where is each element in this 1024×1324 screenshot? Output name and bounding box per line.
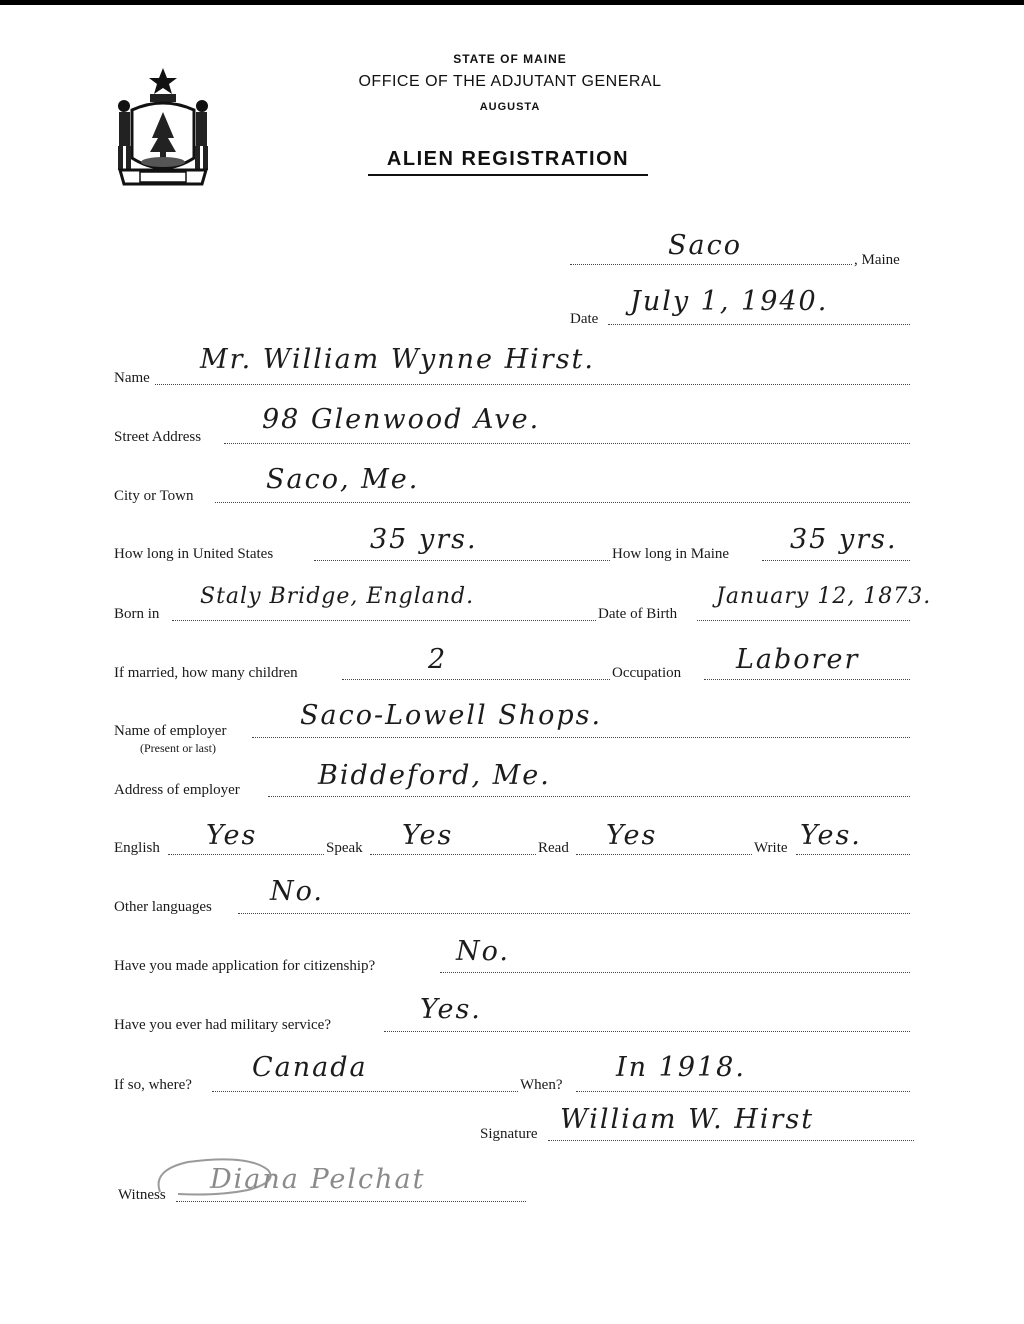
- speak-value: Yes: [402, 820, 454, 851]
- children-value: 2: [428, 644, 448, 675]
- state-heading: STATE OF MAINE: [453, 52, 567, 66]
- name-line: [155, 384, 910, 385]
- name-value: Mr. William Wynne Hirst.: [200, 344, 595, 375]
- where-value: Canada: [252, 1052, 368, 1083]
- city-value: Saco, Me.: [266, 464, 420, 495]
- where-label: If so, where?: [114, 1077, 192, 1093]
- town-line: [570, 264, 852, 265]
- witness-label: Witness: [118, 1187, 166, 1203]
- citizenship-label: Have you made application for citizenship?: [114, 958, 376, 974]
- citizenship-line: [440, 972, 910, 973]
- other-languages-label: Other languages: [114, 899, 212, 915]
- how-long-maine-value: 35 yrs.: [790, 524, 898, 555]
- how-long-us-line: [314, 560, 610, 561]
- when-line: [576, 1091, 910, 1092]
- date-value: July 1, 1940.: [630, 286, 829, 317]
- speak-label: Speak: [326, 840, 363, 856]
- title-underline: [368, 174, 648, 176]
- read-label: Read: [538, 840, 569, 856]
- military-line: [384, 1031, 910, 1032]
- read-line: [576, 854, 752, 855]
- date-label: Date: [570, 311, 599, 327]
- signature-label: Signature: [480, 1126, 538, 1142]
- where-line: [212, 1091, 518, 1092]
- when-label: When?: [520, 1077, 563, 1093]
- scan-border: [0, 0, 1024, 5]
- occupation-label: Occupation: [612, 665, 682, 681]
- signature-line: [548, 1140, 914, 1141]
- date-line: [608, 324, 910, 325]
- born-in-line: [172, 620, 596, 621]
- born-in-value: Staly Bridge, England.: [200, 584, 475, 609]
- street-address-value: 98 Glenwood Ave.: [262, 404, 541, 435]
- city-line: [215, 502, 910, 503]
- town-value: Saco: [668, 230, 742, 261]
- employer-label: Name of employer: [114, 723, 227, 739]
- date-of-birth-label: Date of Birth: [598, 606, 678, 622]
- occupation-line: [704, 679, 910, 680]
- signature-value: William W. Hirst: [560, 1104, 815, 1135]
- other-languages-value: No.: [270, 876, 324, 907]
- english-label: English: [114, 840, 160, 856]
- english-value: Yes: [206, 820, 258, 851]
- children-line: [342, 679, 610, 680]
- read-value: Yes: [606, 820, 658, 851]
- date-of-birth-line: [697, 620, 910, 621]
- other-languages-line: [238, 913, 910, 914]
- date-of-birth-value: January 12, 1873.: [716, 584, 932, 609]
- city-heading: AUGUSTA: [479, 101, 541, 113]
- occupation-value: Laborer: [736, 644, 860, 675]
- employer-value: Saco-Lowell Shops.: [300, 700, 603, 731]
- born-in-label: Born in: [114, 606, 160, 622]
- street-address-label: Street Address: [114, 429, 202, 445]
- military-label: Have you ever had military service?: [114, 1017, 331, 1033]
- office-heading: OFFICE OF THE ADJUTANT GENERAL: [358, 73, 662, 90]
- write-value: Yes.: [800, 820, 862, 851]
- employer-address-value: Biddeford, Me.: [318, 760, 551, 791]
- write-line: [796, 854, 910, 855]
- how-long-us-label: How long in United States: [114, 546, 274, 562]
- form-title: ALIEN REGISTRATION: [386, 148, 630, 170]
- when-value: In 1918.: [616, 1052, 746, 1083]
- employer-line: [252, 737, 910, 738]
- street-address-line: [224, 443, 910, 444]
- name-label: Name: [114, 370, 150, 386]
- write-label: Write: [754, 840, 788, 856]
- speak-line: [370, 854, 536, 855]
- witness-value: Diana Pelchat: [210, 1164, 426, 1195]
- city-label: City or Town: [114, 488, 194, 504]
- employer-sublabel: (Present or last): [140, 741, 216, 755]
- children-label: If married, how many children: [114, 665, 298, 681]
- town-suffix: , Maine: [854, 252, 900, 268]
- how-long-maine-label: How long in Maine: [612, 546, 730, 562]
- how-long-maine-line: [762, 560, 910, 561]
- military-value: Yes.: [420, 994, 482, 1025]
- employer-address-label: Address of employer: [114, 782, 240, 798]
- citizenship-value: No.: [456, 936, 510, 967]
- how-long-us-value: 35 yrs.: [370, 524, 478, 555]
- english-line: [168, 854, 324, 855]
- employer-address-line: [268, 796, 910, 797]
